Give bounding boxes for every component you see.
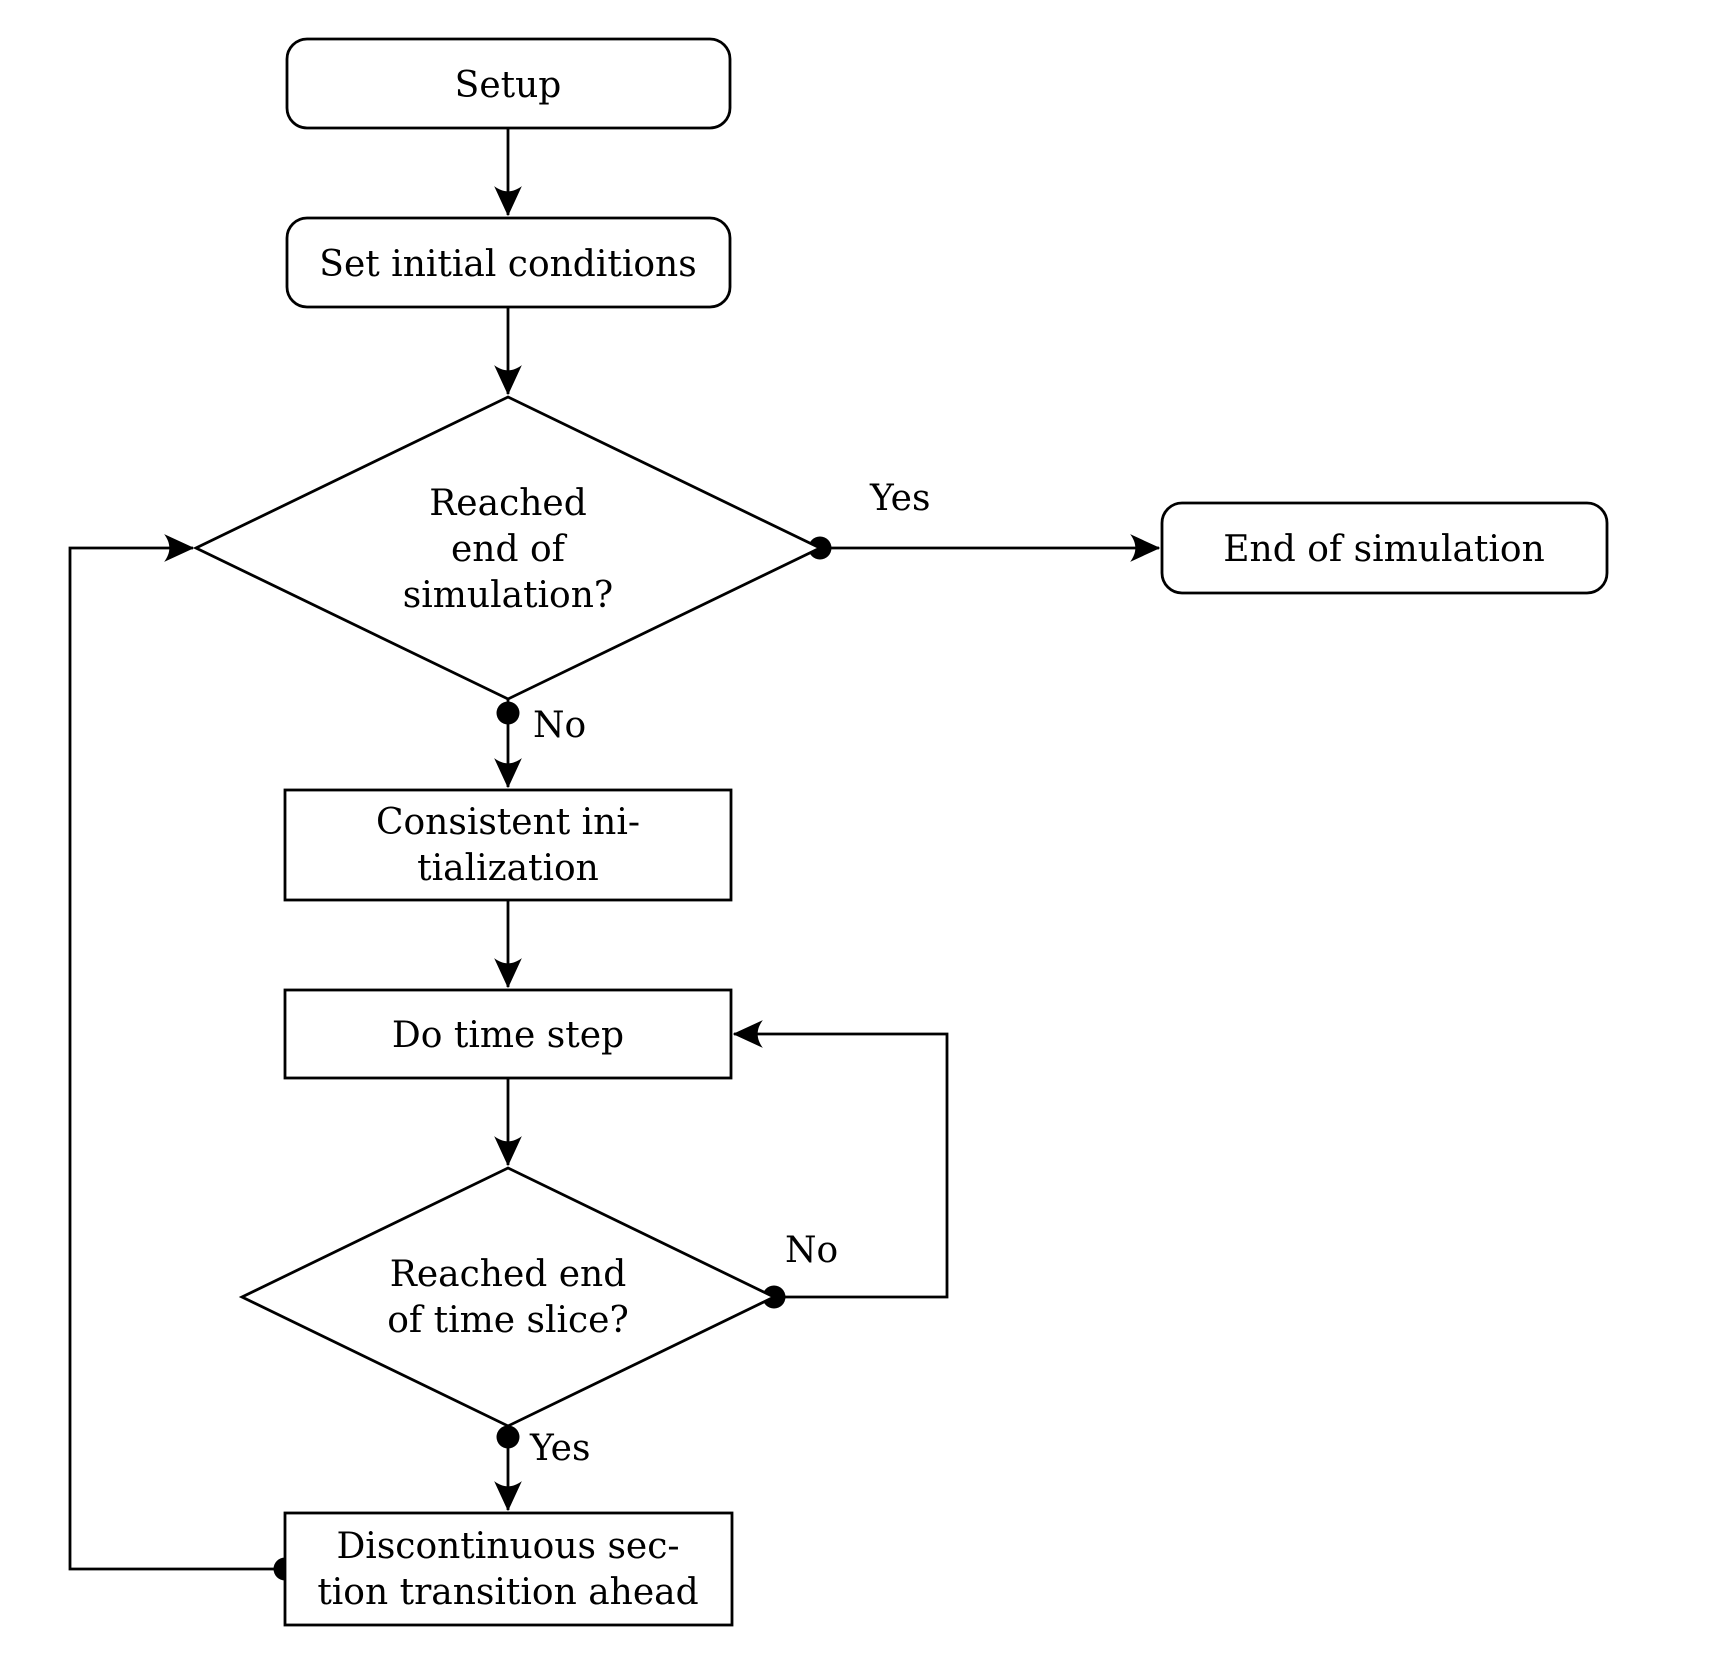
node-end-of-simulation-label: End of simulation [1223,529,1545,570]
decision-simulation-line-2: end of [451,529,565,570]
node-end-of-simulation [1162,503,1607,593]
junction-dot-simulation-no [497,702,520,725]
consistent-initialization-line-1: Consistent ini- [375,802,641,843]
junction-dot-time-slice-yes [497,1426,520,1449]
discontinuous-section-line-1: Discontinuous sec- [336,1526,680,1567]
node-setup [287,39,730,128]
edge-label-simulation-yes: Yes [870,478,931,519]
decision-simulation-line-3: simulation? [402,575,614,616]
node-setup-label: Setup [454,65,562,106]
node-do-time-step-label: Do time step [391,1015,625,1056]
node-discontinuous-section-transition [285,1513,732,1625]
decision-time-slice-line-1: Reached end [389,1254,627,1295]
decision-simulation-line-1: Reached [429,483,587,524]
discontinuous-section-line-2: tion transition ahead [317,1572,699,1613]
edge-label-simulation-no: No [533,705,587,746]
consistent-initialization-line-2: tialization [417,848,599,889]
node-consistent-initialization [285,790,731,900]
edge-label-time-slice-yes: Yes [530,1428,591,1469]
decision-time-slice-line-2: of time slice? [387,1300,629,1341]
node-set-initial-conditions [287,218,730,307]
edge-label-time-slice-no: No [785,1230,839,1271]
node-do-time-step [285,990,731,1078]
node-set-initial-conditions-label: Set initial conditions [319,244,697,285]
